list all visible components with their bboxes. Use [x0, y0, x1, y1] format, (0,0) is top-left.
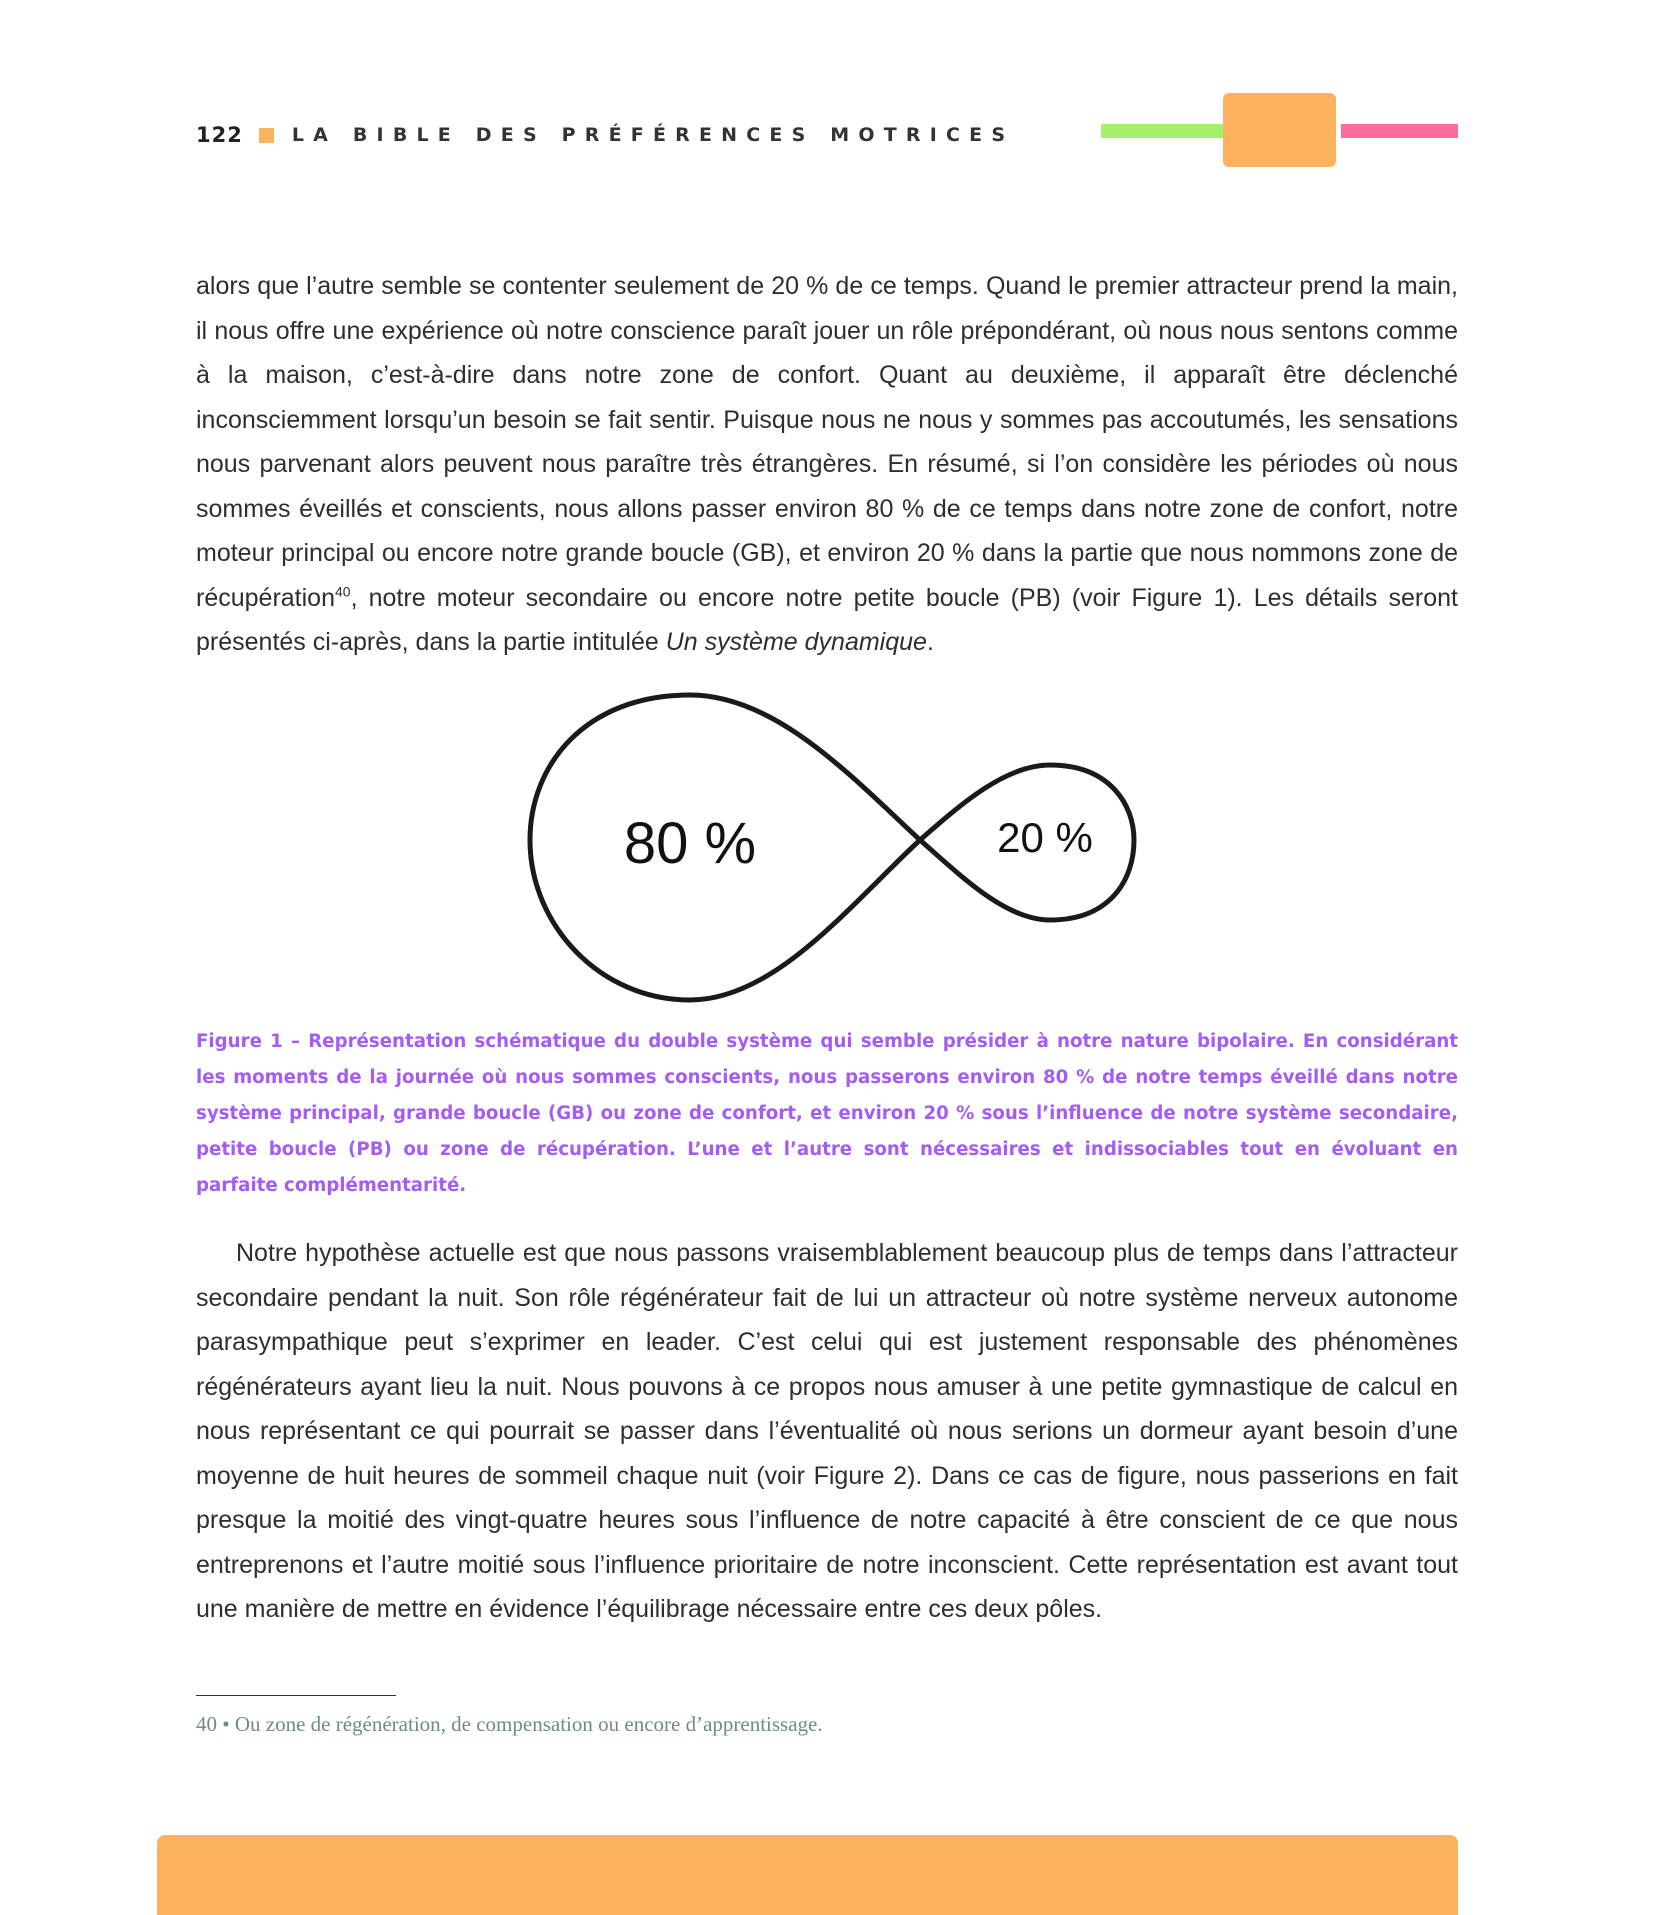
small-loop-label: 20 %: [997, 814, 1093, 861]
double-loop-figure: [520, 680, 1150, 1010]
big-loop-label: 80 %: [623, 811, 757, 876]
paragraph-text: .: [926, 628, 934, 656]
bottom-orange-band: [157, 1835, 1458, 1915]
green-tab-bar: [1101, 124, 1223, 138]
infinity-diagram: [520, 680, 1150, 1010]
footnote-reference[interactable]: 40: [334, 583, 351, 600]
footnote-40: 40 • Ou zone de régénération, de compensation ou encore d’apprentissage.: [196, 1712, 823, 1736]
section-title-reference: Un système dynamique: [665, 628, 927, 656]
body-paragraph-1: [196, 264, 1458, 665]
header-square-marker: [259, 128, 274, 143]
paragraph-text: , notre moteur secondaire ou encore notre petite boucle (PB) (voir Figure 1). Les détails seront présentés ci-après, dans la partie intitulée: [196, 583, 1458, 656]
body-paragraph-2: Notre hypothèse actuelle est que nous passons vraisemblablement beaucoup plus de temps dans l’attracteur secondaire pendant la nuit. Son rôle régénérateur fait de lui un attracteur où notre système nerveux autonome parasympathique peut s’exprimer en leader. C’est celui qui est justement responsable des phénomènes régénérateurs ayant lieu la nuit. Nous pouvons à ce propos nous amuser à une petite gymnastique de calcul en nous représentant ce qui pourrait se passer dans l’éventualité où nous serions un dormeur ayant besoin d’une moyenne de huit heures de sommeil chaque nuit (voir Figure 2). Dans ce cas de figure, nous passerions en fait presque la moitié des vingt-quatre heures sous l’influence de notre capacité à être conscient de ce que nous entreprenons et l’autre moitié sous l’influence prioritaire de notre inconscient. Cette représentation est avant tout une manière de mettre en évidence l’équilibrage nécessaire entre ces deux pôles.: [196, 1239, 1458, 1623]
running-header: [196, 120, 1014, 150]
running-title: LA BIBLE DES PRÉFÉRENCES MOTRICES: [291, 124, 1015, 146]
paragraph-text: alors que l’autre semble se contenter seulement de 20 % de ce temps. Quand le premier attracteur prend la main, il nous offre une expérience où notre conscience paraît jouer un rôle prépondérant, où nous nous sentons comme à la maison, c’est-à-dire dans notre zone de confort. Quant au deuxième, il apparaît être déclenché inconsciemment lorsqu’un besoin se fait sentir. Puisque nous ne nous y sommes pas accoutumés, les sensations nous parvenant alors peuvent nous paraître très étrangères. En résumé, si l’on considère les périodes où nous sommes éveillés et conscients, nous allons passer environ 80 % de ce temps dans notre zone de confort, notre moteur principal ou encore notre grande boucle (GB), et environ 20 % dans la partie que nous nommons zone de récupération: [196, 272, 1458, 612]
figure-caption: Figure 1 – Représentation schématique du double système qui semble présider à notre nature bipolaire. En considérant les moments de la journée où nous sommes conscients, nous passerons environ 80 % de notre temps éveillé dans notre système principal, grande boucle (GB) ou zone de confort, et environ 20 % sous l’influence de notre système secondaire, petite boucle (PB) ou zone de récupération. L’une et l’autre sont nécessaires et indissociables tout en évoluant en parfaite complémentarité.: [196, 1031, 1458, 1196]
orange-chapter-tab: [1223, 93, 1336, 167]
footnote-divider: [196, 1695, 396, 1696]
page-number: 122: [196, 123, 243, 147]
pink-tab-bar: [1341, 124, 1458, 138]
